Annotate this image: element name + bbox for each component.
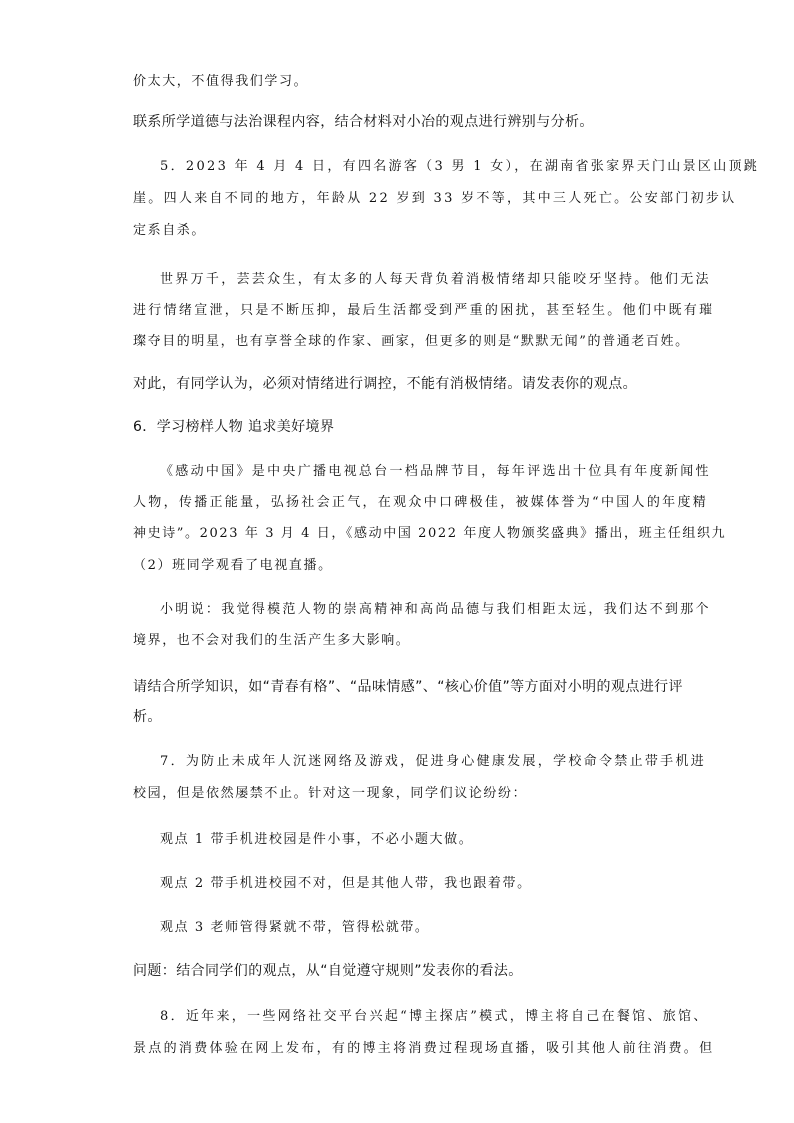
question-6-title: 6．学习榜样人物 追求美好境界 bbox=[133, 419, 335, 435]
question-5-line-1: 5．2023 年 4 月 4 日，有四名游客（3 男 1 女），在湖南省张家界天门山景区山顶跳 bbox=[160, 159, 760, 174]
question-6-line: 神史诗”。2023 年 3 月 4 日，《感动中国 2022 年度人物颁奖盛典》播出，班主任组织九 bbox=[133, 526, 727, 541]
question-prompt: 联系所学道德与法治课程内容，结合材料对小冶的观点进行辨别与分析。 bbox=[133, 114, 594, 130]
question-prompt: 对此，有同学认为，必须对情绪进行调控，不能有消极情绪。请发表你的观点。 bbox=[133, 376, 637, 392]
material-paragraph-line: 进行情绪宣泄，只是不断压抑，最后生活都受到严重的困扰，甚至轻生。他们中既有璀 bbox=[133, 303, 715, 318]
viewpoint-1: 观点 1 带手机进校园是件小事，不必小题大做。 bbox=[160, 832, 474, 847]
question-prompt: 问题：结合同学们的观点，从“自觉遵守规则”发表你的看法。 bbox=[133, 963, 523, 979]
question-7-line: 7．为防止未成年人沉迷网络及游戏，促进身心健康发展，学校命令禁止带手机进 bbox=[160, 754, 707, 769]
question-7-line: 校园，但是依然屡禁不止。针对这一现象，同学们议论纷纷： bbox=[133, 786, 528, 801]
material-paragraph-line: 世界万千，芸芸众生，有太多的人每天背负着消极情绪却只能咬牙坚持。他们无法 bbox=[160, 272, 711, 287]
question-8-line: 景点的消费体验在网上发布，有的博主将消费过程现场直播，吸引其他人前往消费。但 bbox=[133, 1041, 715, 1056]
text-line: 价太大，不值得我们学习。 bbox=[133, 74, 309, 89]
question-prompt: 析。 bbox=[133, 709, 162, 725]
question-6-line: 《感动中国》是中央广播电视总台一档品牌节目，每年评选出十位具有年度新闻性 bbox=[160, 464, 711, 479]
question-5-line-2: 崖。四人来自不同的地方，年龄从 22 岁到 33 岁不等，其中三人死亡。公安部门初步认 bbox=[133, 191, 737, 206]
student-statement-line: 境界，也不会对我们的生活产生多大影响。 bbox=[133, 633, 411, 648]
question-prompt: 请结合所学知识，如“青春有格”、“品味情感”、“核心价值”等方面对小明的观点进行评 bbox=[133, 679, 683, 695]
viewpoint-3: 观点 3 老师管得紧就不带，管得松就带。 bbox=[160, 920, 430, 935]
question-6-line: （2）班同学观看了电视直播。 bbox=[133, 558, 333, 573]
question-6-line: 人物，传播正能量，弘扬社会正气，在观众中口碑极佳，被媒体誉为“中国人的年度精 bbox=[133, 495, 709, 510]
question-8-line: 8．近年来，一些网络社交平台兴起“博主探店”模式，博主将自己在餐馆、旅馆、 bbox=[160, 1009, 709, 1024]
material-paragraph-line: 璨夺目的明星，也有享誉全球的作家、画家，但更多的则是“默默无闻”的普通老百姓。 bbox=[133, 334, 690, 349]
question-5-line-3: 定系自杀。 bbox=[133, 223, 207, 238]
student-statement-line: 小明说：我觉得模范人物的崇高精神和高尚品德与我们相距太远，我们达不到那个 bbox=[160, 602, 711, 617]
viewpoint-2: 观点 2 带手机进校园不对，但是其他人带，我也跟着带。 bbox=[160, 876, 532, 891]
